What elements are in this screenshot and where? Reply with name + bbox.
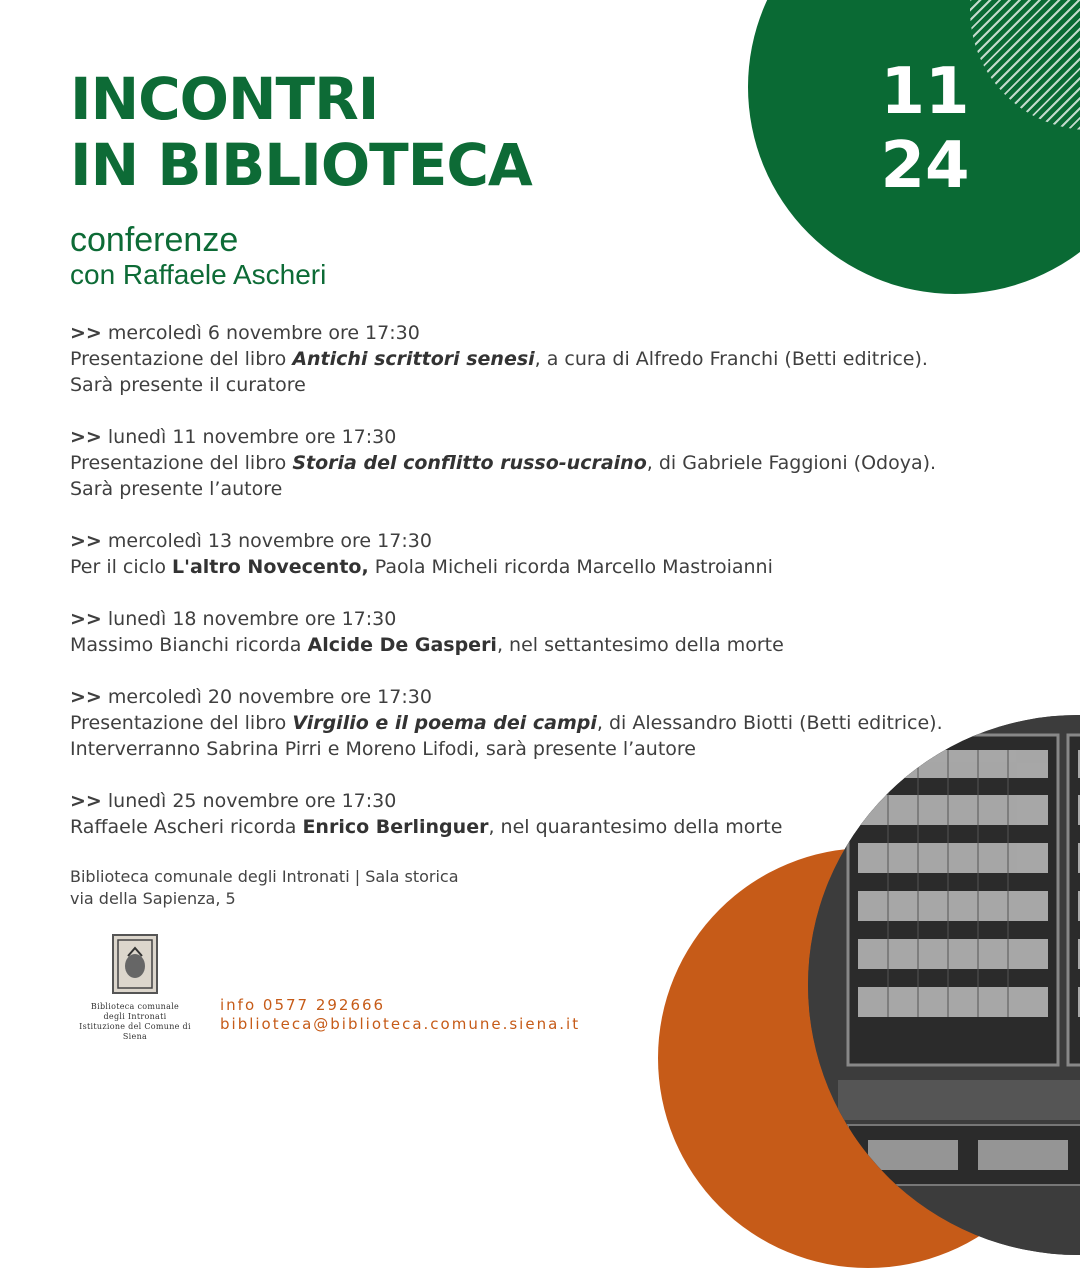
event-datetime: mercoledì 20 novembre ore 17:30 xyxy=(101,686,432,708)
logo-line-3: Istituzione del Comune di Siena xyxy=(79,1022,191,1041)
event-note: Sarà presente il curatore xyxy=(70,374,306,396)
event-list xyxy=(70,320,970,866)
event-text-pre: Massimo Bianchi ricorda xyxy=(70,634,308,656)
event-text-post: , nel settantesimo della morte xyxy=(496,634,784,656)
event-text-pre: Presentazione del libro xyxy=(70,348,293,370)
event-marker: >> xyxy=(70,530,102,552)
event-item xyxy=(70,320,970,398)
event-text-post: , a cura di Alfredo Franchi (Betti editrice). xyxy=(534,348,928,370)
library-logo xyxy=(70,934,200,1042)
event-note: Sarà presente l’autore xyxy=(70,478,283,500)
event-text-pre: Presentazione del libro xyxy=(70,712,293,734)
page-title xyxy=(70,66,532,198)
venue-name: Biblioteca comunale degli Intronati | Sala storica xyxy=(70,867,459,886)
event-item xyxy=(70,424,970,502)
event-item xyxy=(70,684,970,762)
contact-email[interactable]: biblioteca@biblioteca.comune.siena.it xyxy=(220,1015,581,1033)
logo-line-2: degli Intronati xyxy=(103,1012,167,1021)
title-line-1: INCONTRI xyxy=(70,65,379,133)
venue-street: via della Sapienza, 5 xyxy=(70,889,236,908)
event-marker: >> xyxy=(70,426,102,448)
event-text-pre: Presentazione del libro xyxy=(70,452,293,474)
event-marker: >> xyxy=(70,322,102,344)
event-datetime: lunedì 11 novembre ore 17:30 xyxy=(101,426,397,448)
event-item xyxy=(70,606,970,658)
date-year: 24 xyxy=(880,129,970,203)
event-text-post: , di Alessandro Biotti (Betti editrice). xyxy=(596,712,943,734)
contact-info xyxy=(220,996,580,1034)
event-text-post: Paola Micheli ricorda Marcello Mastroianni xyxy=(368,556,773,578)
event-marker: >> xyxy=(70,608,102,630)
event-book-title: Antichi scrittori senesi xyxy=(292,348,535,370)
event-item xyxy=(70,788,970,840)
contact-phone: info 0577 292666 xyxy=(220,996,386,1014)
date-month: 11 xyxy=(880,55,970,129)
event-item xyxy=(70,528,970,580)
event-text-pre: Per il ciclo xyxy=(70,556,173,578)
event-datetime: mercoledì 6 novembre ore 17:30 xyxy=(101,322,420,344)
venue-address xyxy=(70,866,459,910)
event-datetime: lunedì 18 novembre ore 17:30 xyxy=(101,608,397,630)
event-note: Interverranno Sabrina Pirri e Moreno Lifodi, sarà presente l’autore xyxy=(70,738,696,760)
event-highlight: L'altro Novecento, xyxy=(172,556,369,578)
event-datetime: lunedì 25 novembre ore 17:30 xyxy=(101,790,397,812)
event-marker: >> xyxy=(70,686,102,708)
event-highlight: Enrico Berlinguer xyxy=(302,816,489,838)
event-book-title: Storia del conflitto russo-ucraino xyxy=(292,452,647,474)
library-crest-icon xyxy=(112,934,158,994)
event-text-post: , di Gabriele Faggioni (Odoya). xyxy=(646,452,937,474)
title-line-2: IN BIBLIOTECA xyxy=(70,131,532,199)
subtitle-conferences: conferenze xyxy=(70,221,239,259)
logo-line-1: Biblioteca comunale xyxy=(90,1002,180,1011)
event-text-post: , nel quarantesimo della morte xyxy=(488,816,783,838)
subtitle-speaker: con Raffaele Ascheri xyxy=(70,259,327,290)
event-text-pre: Raffaele Ascheri ricorda xyxy=(70,816,303,838)
event-datetime: mercoledì 13 novembre ore 17:30 xyxy=(101,530,432,552)
event-marker: >> xyxy=(70,790,102,812)
event-book-title: Virgilio e il poema dei campi xyxy=(292,712,597,734)
event-highlight: Alcide De Gasperi xyxy=(307,634,497,656)
